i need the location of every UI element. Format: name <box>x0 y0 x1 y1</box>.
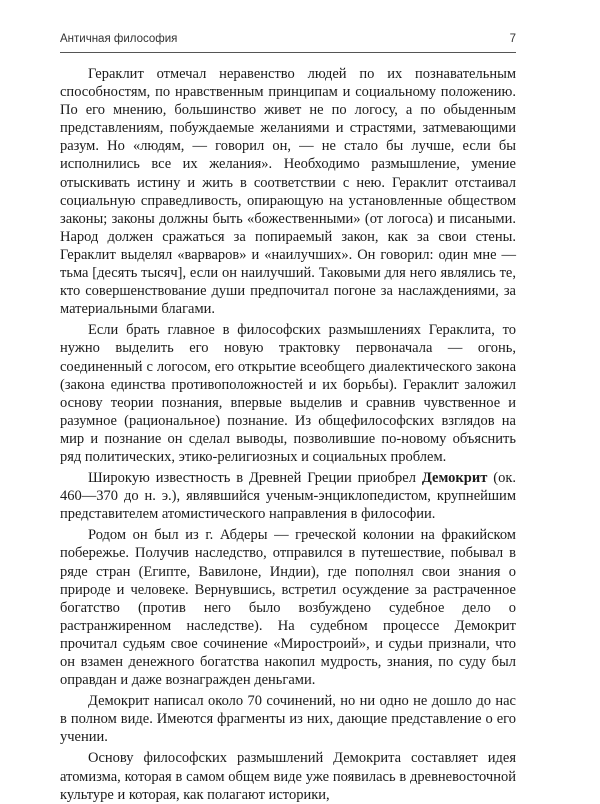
header-rule <box>60 52 516 53</box>
paragraph: Основу философских размышлений Демокрита составляет идея атомизма, которая в самом общем виде уже появилась в древневосточной культуре и которая, как полагают историки, <box>60 750 516 803</box>
paragraph: Родом он был из г. Абдеры — греческой колонии на фракийском побережье. Получив наследство, отправился в путешествие, побывал в ряде стран (Египте, Вавилоне, Индии), где пополнял свои знания о природе и человеке. Вернувшись, встретил осуждение за растраченное богатство (против него было возбуждено судебное дело о растранжиренном наследстве). На судебном процессе Демокрит прочитал судьям свое сочинение «Миростроий», и судьи признали, что он взамен денежного богатства накопил мудрость, знания, по суду был оправдан и даже вознагражден деньгами. <box>60 527 516 689</box>
paragraph: Широкую известность в Древней Греции приобрел Демокрит (ок. 460—370 до н. э.), являвшийся ученым-энциклопедистом, крупнейшим представителем атомистического направления в философии. <box>60 470 516 523</box>
body-text <box>60 65 516 804</box>
term-democritus: Демокрит <box>421 470 488 487</box>
paragraph: Если брать главное в философских размышлениях Гераклита, то нужно выделить его новую трактовку первоначала — огонь, соединенный с логосом, его открытие всеобщего диалектического закона (закона единства противоположностей и их борьбы). Гераклит заложил основу теории познания, впервые выделив и сравнив чувственное и разумное (рациональное) познание. Из общефилософских взглядов на мир и познание он сделал выводы, позволившие по-новому объяснить ряд политических, этико-религиозных и социальных проблем. <box>60 322 516 465</box>
page-number: 7 <box>509 33 516 45</box>
section-title: Античная философия <box>60 33 178 45</box>
paragraph: Демокрит написал около 70 сочинений, но ни одно не дошло до нас в полном виде. Имеются фрагменты из них, дающие представление о его учении. <box>60 693 516 746</box>
paragraph: Гераклит отмечал неравенство людей по их познавательным способностям, по нравственным принципам и социальному положению. По его мнению, большинство живет не по логосу, а по обыденным представлениям, побуждаемые желаниями и страстями, затмевающими разум. Но «людям, — говорил он, — не стало бы лучше, если бы исполнились все их желания». Необходимо размышление, умение отыскивать истину и жить в соответствии с нею. Гераклит отстаивал социальную справедливость, опирающую на установленные обществом законы; законы должны быть «божественными» (от логоса) и писаными. Народ должен сражаться за попираемый закон, как за свои стены. Гераклит выделял «варваров» и «наилучших». Он говорил: один мне — тьма [десять тысяч], если он наилучший. Таковыми для него являлись те, кто совершенствование души предпочитал погоне за наслаждениями, за материальными благами. <box>60 66 516 318</box>
running-header <box>60 33 516 45</box>
